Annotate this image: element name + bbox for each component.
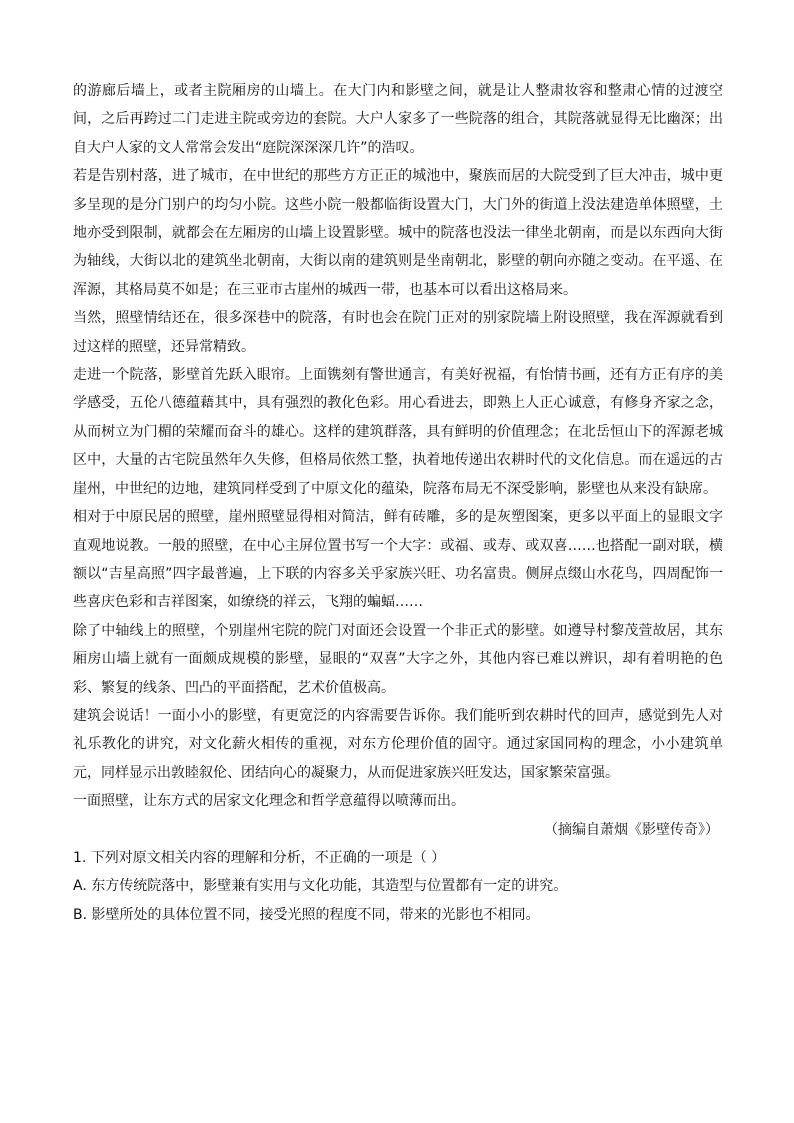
article-paragraph: 除了中轴线上的照壁，个别崖州宅院的院门对面还会设置一个非正式的影壁。如遵导村黎茂萱故居，其东厢房山墙上就有一面颇成规模的影壁，显眼的“双喜”大字之外，其他内容已难以辨识，却有着明艳的色彩、繁复的线条、凹凸的平面搭配，艺术价值极高。 [73,622,723,696]
article-paragraph: 走进一个院落，影壁首先跃入眼帘。上面镌刻有警世通言，有美好祝福，有怡情书画，还有方正有序的美学感受，五伦八德蕴藉其中，具有强烈的教化色彩。用心看进去，即熟上人正心诚意，有修身齐家之念，从而树立为门楣的荣耀而奋斗的雄心。这样的建筑群落，具有鲜明的价值理念；在北岳恒山下的浑源老城区中，大量的古宅院虽然年久失修，但格局依然工整，执着地传递出农耕时代的文化信息。而在遥远的古崖州，中世纪的边地，建筑同样受到了中原文化的蕴染，院落布局无不深受影响，影壁也从来没有缺席。 [73,367,723,497]
article-paragraph: 当然，照壁情结还在，很多深巷中的院落，有时也会在院门正对的别家院墙上附设照壁，我在浑源就看到过这样的照壁，还异常精致。 [73,310,723,355]
question-option-a: A. 东方传统院落中，影壁兼有实用与文化功能，其造型与位置都有一定的讲究。 [73,878,568,895]
article-paragraph: 建筑会说话！一面小小的影壁，有更宽泛的内容需要告诉你。我们能听到农耕时代的回声，感觉到先人对礼乐教化的讲究，对文化薪火相传的重视，对东方伦理价值的固守。通过家国同构的理念，小小建筑单元，同样显示出敦睦叙伦、团结向心的凝聚力，从而促进家族兴旺发达，国家繁荣富强。 [73,707,723,781]
article-paragraph: 的游廊后墙上，或者主院厢房的山墙上。在大门内和影壁之间，就是让人整肃妆容和整肃心情的过渡空间，之后再跨过二门走进主院或旁边的套院。大户人家多了一些院落的组合，其院落就显得无比幽深；出自大户人家的文人常常会发出“庭院深深深几许”的浩叹。 [73,83,723,156]
article-paragraph: 若是告别村落，进了城市，在中世纪的那些方方正正的城池中，聚族而居的大院受到了巨大冲击，城中更多呈现的是分门别户的均匀小院。这些小院一般都临街设置大门，大门外的街道上没法建造单体照壁，土地亦受到限制，就都会在左厢房的山墙上设置影壁。城中的院落也没法一律坐北朝南，而是以东西向大街为轴线，大街以北的建筑坐北朝南，大街以南的建筑则是坐南朝北，影壁的朝向亦随之变动。在平遥、在浑源，其格局莫不如是；在三亚市古崖州的城西一带，也基本可以看出这格局来。 [73,168,723,298]
document-body [73,77,723,929]
article-source: （摘编自萧烟《影壁传奇》） [544,821,719,838]
article-paragraph: 相对于中原民居的照壁，崖州照壁显得相对简洁，鲜有砖雕，多的是灰塑图案，更多以平面上的显眼文字直观地说教。一般的照壁，在中心主屏位置书写一个大字：或福、或寿、或双喜……也搭配一副对联，横额以“吉星高照”四字最普遍，上下联的内容多关乎家族兴旺、功名富贵。侧屏点缀山水花鸟，四周配饰一些喜庆色彩和吉祥图案，如缭绕的祥云，飞翔的蝙蝠…… [73,509,723,611]
question-option-b: B. 影壁所处的具体位置不同，接受光照的程度不同，带来的光影也不相同。 [73,906,540,923]
question-stem: 1. 下列对原文相关内容的理解和分析，不正确的一项是（ ） [73,849,446,866]
article-paragraph: 一面照壁，让东方式的居家文化理念和哲学意蕴得以喷薄而出。 [73,793,465,810]
